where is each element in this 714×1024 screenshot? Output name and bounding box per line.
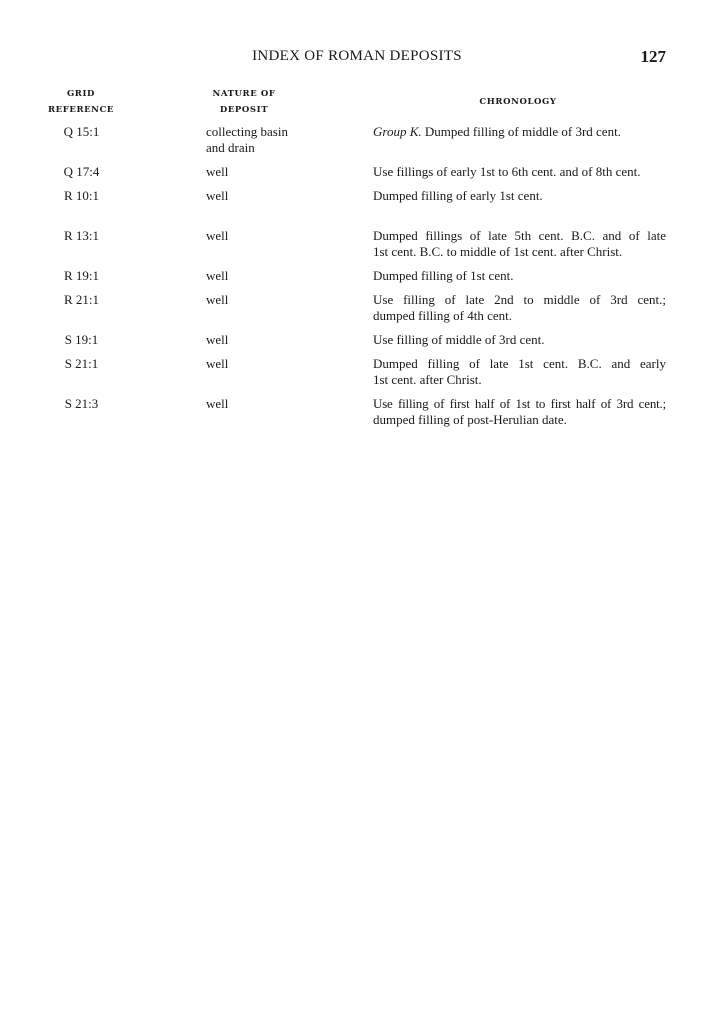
chronology-cell bbox=[373, 268, 666, 284]
nature-cell bbox=[206, 396, 346, 412]
chronology-line: Use fillings of early 1st to 6th cent. and of 8th cent. bbox=[373, 164, 641, 179]
page-number: 127 bbox=[640, 47, 666, 66]
chronology-line: Dumped filling of late 1st cent. B.C. and early bbox=[373, 356, 666, 371]
page-title: INDEX OF ROMAN DEPOSITS bbox=[252, 48, 462, 64]
chronology-cell bbox=[373, 292, 666, 324]
nature-line: and drain bbox=[206, 140, 255, 155]
nature-cell bbox=[206, 188, 346, 204]
nature-line: well bbox=[206, 356, 229, 371]
grid-reference-cell: S 21:3 bbox=[64, 396, 99, 411]
nature-line: well bbox=[206, 396, 229, 411]
column-header-chronology-label: CHRONOLOGY bbox=[479, 97, 557, 107]
grid-reference-cell: Q 15:1 bbox=[63, 124, 100, 139]
grid-reference-cell: R 21:1 bbox=[63, 292, 100, 307]
nature-cell bbox=[206, 268, 346, 284]
grid-reference-cell: R 13:1 bbox=[63, 228, 100, 243]
chronology-line: dumped filling of post-Herulian date. bbox=[373, 412, 567, 427]
nature-line: well bbox=[206, 228, 229, 243]
grid-reference-cell: S 21:1 bbox=[64, 356, 99, 371]
nature-line: well bbox=[206, 188, 229, 203]
chronology-cell bbox=[373, 332, 666, 348]
group-label: Group K. bbox=[373, 124, 422, 139]
chronology-line: 1st cent. after Christ. bbox=[373, 372, 482, 387]
chronology-text: Dumped filling of middle of 3rd cent. bbox=[421, 124, 621, 139]
nature-cell bbox=[206, 332, 346, 348]
chronology-line: 1st cent. B.C. to middle of 1st cent. after Christ. bbox=[373, 244, 623, 259]
chronology-cell bbox=[373, 356, 666, 388]
chronology-line bbox=[373, 124, 666, 140]
nature-cell bbox=[206, 164, 346, 180]
chronology-line: Dumped filling of 1st cent. bbox=[373, 268, 514, 283]
nature-line: well bbox=[206, 164, 229, 179]
column-header-nature-line2: DEPOSIT bbox=[219, 105, 269, 115]
column-header-nature-of-deposit bbox=[196, 86, 292, 118]
column-header-grid-line1: GRID bbox=[66, 89, 96, 99]
column-header-chronology bbox=[372, 94, 664, 110]
chronology-cell bbox=[373, 188, 666, 204]
grid-reference-cell: R 19:1 bbox=[63, 268, 100, 283]
chronology-line: Use filling of first half of 1st to first half of 3rd cent.; bbox=[373, 396, 666, 411]
nature-cell bbox=[206, 356, 346, 372]
chronology-cell bbox=[373, 228, 666, 260]
nature-cell bbox=[206, 292, 346, 308]
chronology-line: Use filling of middle of 3rd cent. bbox=[373, 332, 545, 347]
chronology-line: Use filling of late 2nd to middle of 3rd cent.; bbox=[373, 292, 666, 307]
grid-reference-cell: R 10:1 bbox=[63, 188, 100, 203]
chronology-line: Dumped fillings of late 5th cent. B.C. and of late bbox=[373, 228, 666, 243]
nature-cell bbox=[206, 228, 346, 244]
column-header-grid-line2: REFERENCE bbox=[47, 105, 114, 115]
chronology-line: dumped filling of 4th cent. bbox=[373, 308, 513, 323]
grid-reference-cell: S 19:1 bbox=[64, 332, 99, 347]
column-header-grid-reference bbox=[36, 86, 126, 118]
column-header-nature-line1: NATURE OF bbox=[212, 89, 276, 99]
nature-cell bbox=[206, 124, 346, 156]
chronology-line: Dumped filling of early 1st cent. bbox=[373, 188, 543, 203]
nature-line: well bbox=[206, 332, 229, 347]
nature-line: well bbox=[206, 292, 229, 307]
grid-reference-cell: Q 17:4 bbox=[63, 164, 100, 179]
chronology-cell bbox=[373, 124, 666, 140]
chronology-cell bbox=[373, 396, 666, 428]
nature-line: collecting basin bbox=[206, 124, 288, 139]
chronology-cell bbox=[373, 164, 666, 180]
nature-line: well bbox=[206, 268, 229, 283]
running-head bbox=[0, 48, 714, 70]
